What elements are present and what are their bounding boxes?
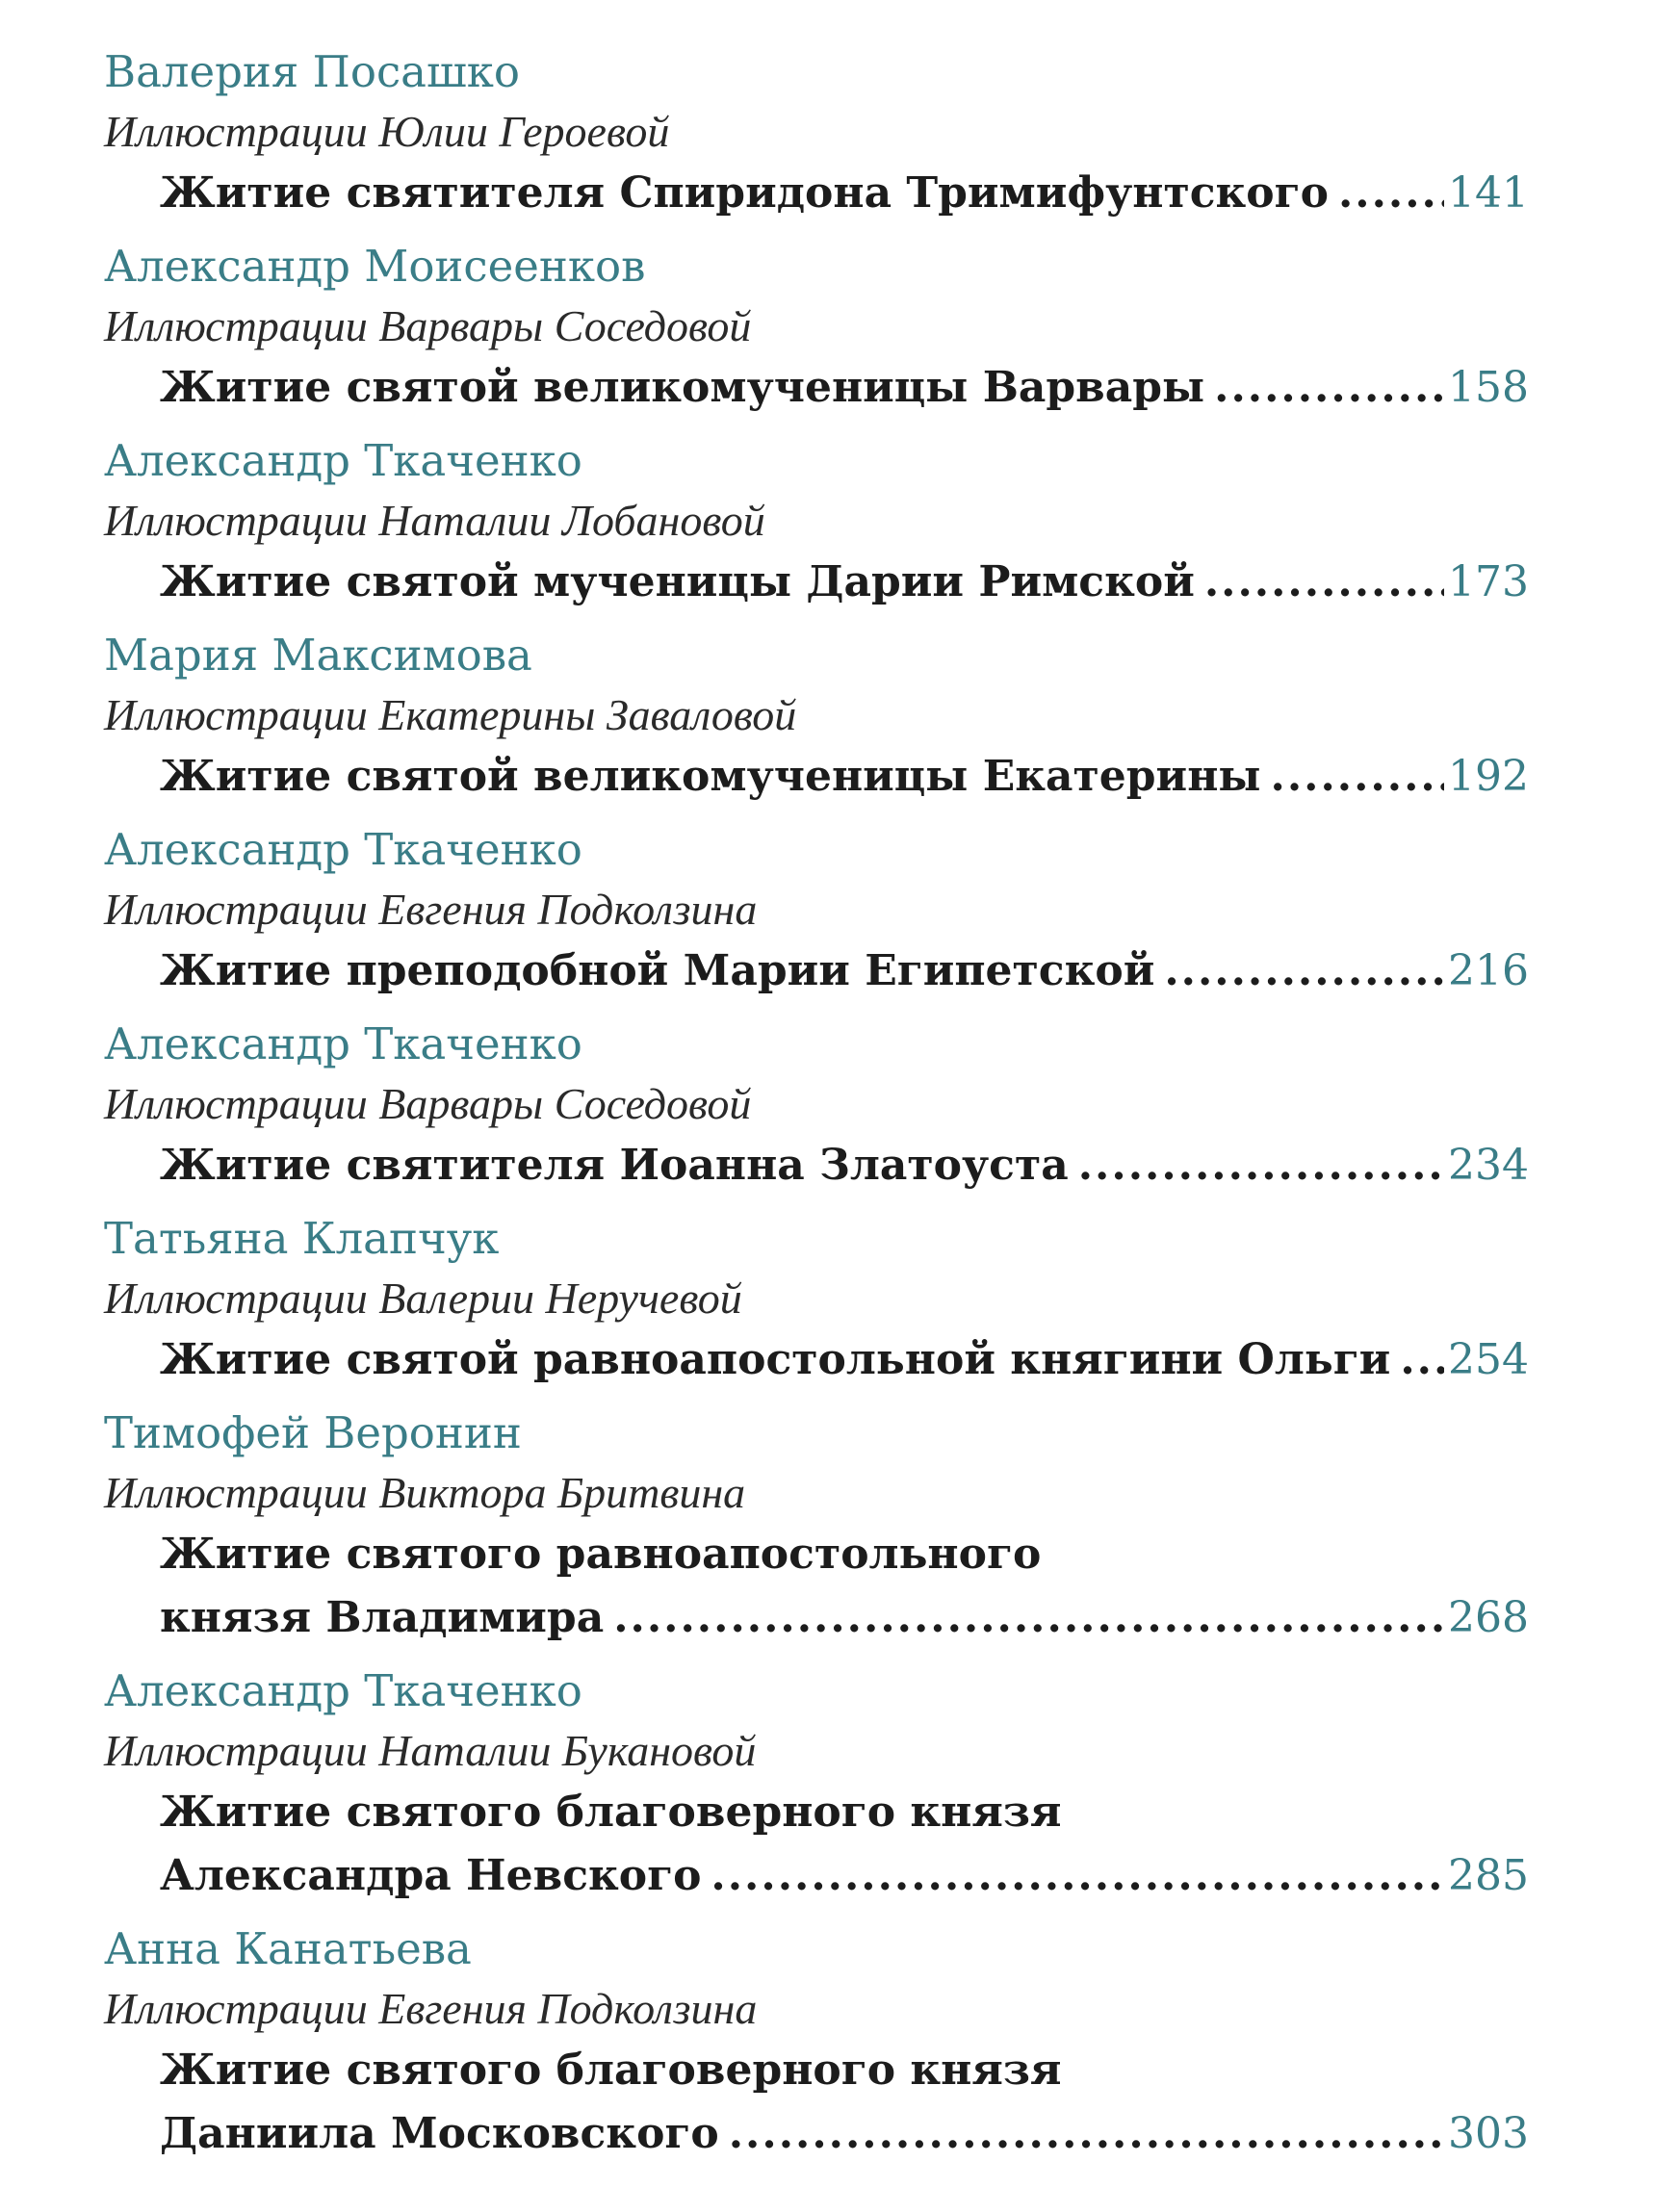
dot-leader xyxy=(729,2102,1444,2166)
entry-illustrator: Иллюстрации Евгения Подколзина xyxy=(104,885,758,934)
entry-author: Александр Моисеенков xyxy=(104,241,646,292)
entry-title-text: Даниила Московского xyxy=(160,2109,719,2158)
entry-title xyxy=(104,162,1529,225)
entry-illustrator: Иллюстрации Валерии Неручевой xyxy=(104,1274,742,1323)
entry-page-number: 216 xyxy=(1448,946,1529,995)
entry-page-number: 141 xyxy=(1448,168,1529,218)
entry-title xyxy=(104,1328,1529,1392)
entry-page-number: 192 xyxy=(1448,752,1529,801)
entry-author: Мария Максимова xyxy=(104,630,532,681)
entry-page-number: 254 xyxy=(1448,1335,1529,1384)
entry-page-number: 303 xyxy=(1448,2109,1529,2158)
entry-title xyxy=(104,356,1529,420)
entry-illustrator: Иллюстрации Наталии Лобановой xyxy=(104,496,765,545)
entry-title-text: Житие святой мученицы Дарии Римской xyxy=(160,557,1195,606)
entry-title-first-line: Житие святого равноапостольного xyxy=(160,1530,1042,1579)
toc-entry xyxy=(104,1015,1529,1197)
entry-illustrator: Иллюстрации Наталии Букановой xyxy=(104,1726,757,1775)
entry-page-number: 158 xyxy=(1448,363,1529,412)
entry-author: Татьяна Клапчук xyxy=(104,1213,500,1264)
toc-entry xyxy=(104,1661,1529,1908)
entry-title xyxy=(104,2102,1529,2166)
entry-author: Анна Канатьева xyxy=(104,1923,472,1974)
toc-entry xyxy=(104,237,1529,420)
entry-title xyxy=(104,1586,1529,1650)
dot-leader xyxy=(1164,940,1444,1003)
entry-title-first-line: Житие святого благоверного князя xyxy=(160,2046,1062,2095)
entry-author: Александр Ткаченко xyxy=(104,1018,582,1069)
entry-author: Александр Ткаченко xyxy=(104,435,582,486)
entry-title-text: Житие святителя Спиридона Тримифунтского xyxy=(160,168,1329,218)
entry-title xyxy=(104,1134,1529,1197)
entry-title-text: Житие преподобной Марии Египетской xyxy=(160,946,1155,995)
entry-illustrator: Иллюстрации Юлии Героевой xyxy=(104,107,670,156)
dot-leader xyxy=(1204,551,1444,614)
toc-entry xyxy=(104,1209,1529,1392)
toc-entry xyxy=(104,820,1529,1003)
toc-entry xyxy=(104,1403,1529,1650)
entry-author: Тимофей Веронин xyxy=(104,1407,522,1458)
table-of-contents xyxy=(104,42,1529,2177)
dot-leader xyxy=(1078,1134,1444,1197)
toc-entry xyxy=(104,42,1529,225)
entry-title xyxy=(104,551,1529,614)
toc-entry xyxy=(104,431,1529,614)
entry-title-text: Житие святой великомученицы Варвары xyxy=(160,363,1205,412)
entry-author: Александр Ткаченко xyxy=(104,824,582,875)
entry-title-first-line: Житие святого благоверного князя xyxy=(160,1788,1062,1837)
entry-illustrator: Иллюстрации Екатерины Заваловой xyxy=(104,690,797,739)
entry-page-number: 268 xyxy=(1448,1593,1529,1642)
entry-page-number: 173 xyxy=(1448,557,1529,606)
dot-leader xyxy=(613,1586,1444,1650)
dot-leader xyxy=(1400,1328,1444,1392)
toc-entry xyxy=(104,626,1529,809)
entry-author: Валерия Посашко xyxy=(104,46,521,97)
entry-author: Александр Ткаченко xyxy=(104,1665,582,1716)
entry-page-number: 234 xyxy=(1448,1141,1529,1190)
entry-title-text: Александра Невского xyxy=(160,1851,702,1900)
entry-title-text: Житие святой великомученицы Екатерины xyxy=(160,752,1261,801)
dot-leader xyxy=(1214,356,1444,420)
entry-illustrator: Иллюстрации Евгения Подколзина xyxy=(104,1984,758,2033)
entry-page-number: 285 xyxy=(1448,1851,1529,1900)
entry-title xyxy=(104,1844,1529,1908)
entry-title xyxy=(104,940,1529,1003)
entry-illustrator: Иллюстрации Варвары Соседовой xyxy=(104,301,752,350)
dot-leader xyxy=(1338,162,1444,225)
entry-title-text: Житие святой равноапостольной княгини Ольги xyxy=(160,1335,1391,1384)
dot-leader xyxy=(1271,745,1445,809)
toc-entry xyxy=(104,1919,1529,2166)
entry-title-text: Житие святителя Иоанна Златоуста xyxy=(160,1141,1069,1190)
entry-illustrator: Иллюстрации Виктора Бритвина xyxy=(104,1468,746,1517)
dot-leader xyxy=(711,1844,1444,1908)
entry-title-text: князя Владимира xyxy=(160,1593,605,1642)
entry-illustrator: Иллюстрации Варвары Соседовой xyxy=(104,1079,752,1128)
entry-title xyxy=(104,745,1529,809)
